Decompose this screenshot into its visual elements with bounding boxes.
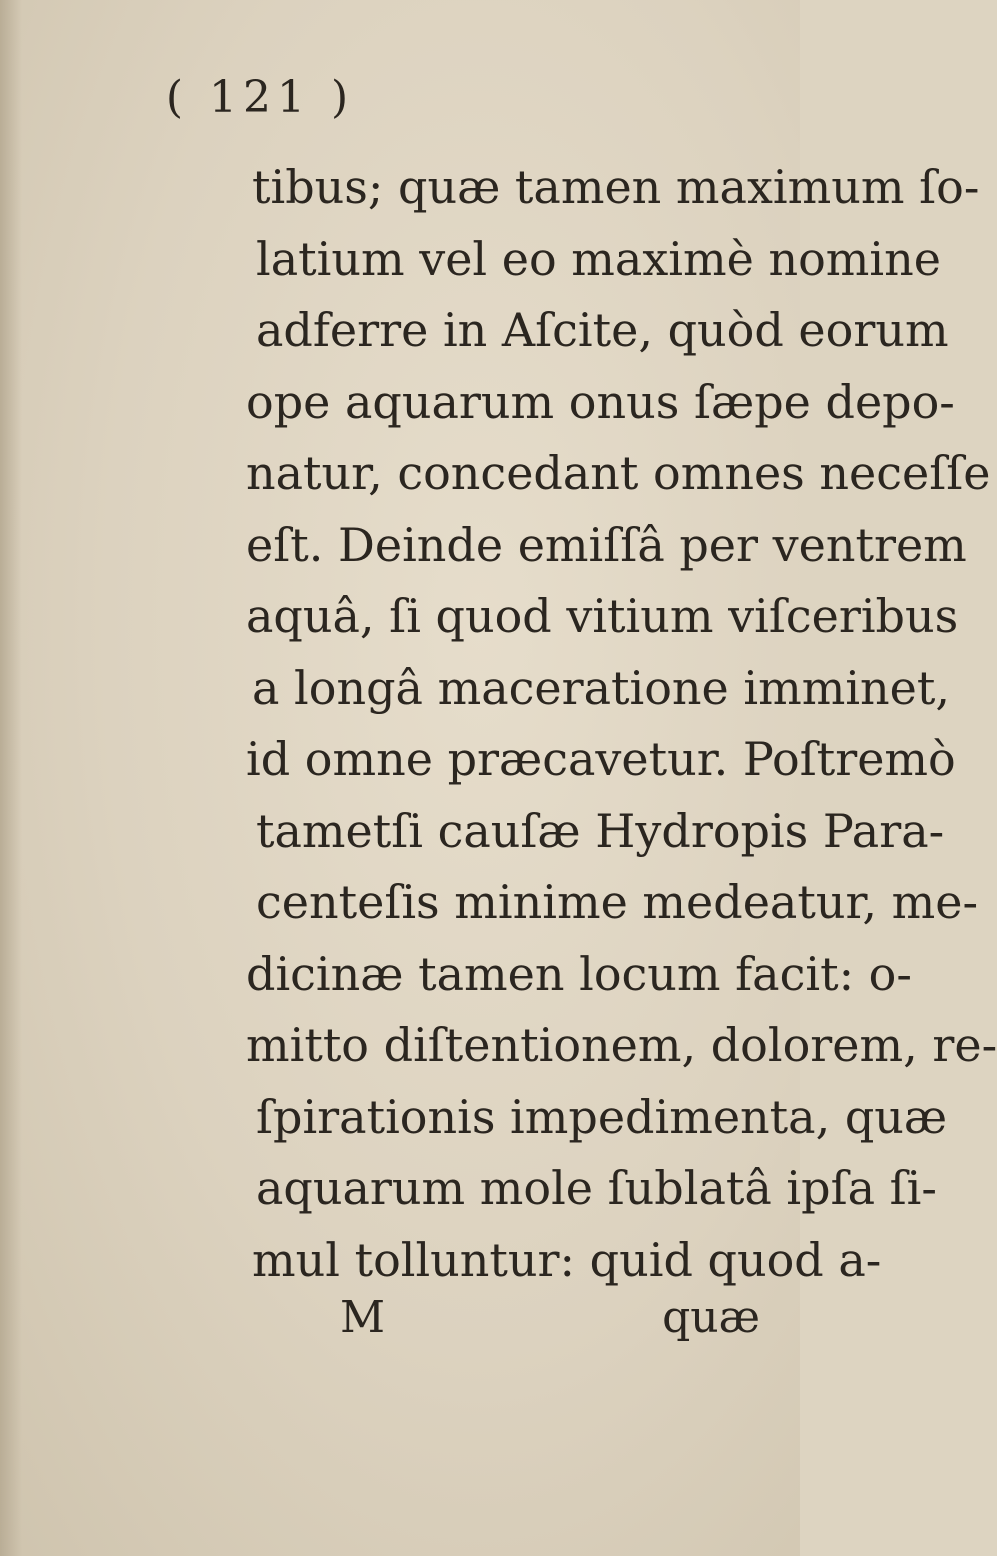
text-line: tametſi cauſæ Hydropis Para- bbox=[256, 803, 945, 858]
body-text bbox=[240, 152, 997, 1296]
page-number-header: ( 121 ) bbox=[165, 72, 355, 123]
text-line: dicinæ tamen locum facit: o- bbox=[246, 946, 912, 1001]
text-line: aquarum mole ſublatâ ipſa ſi- bbox=[256, 1161, 937, 1215]
catchword: quæ bbox=[662, 1292, 760, 1343]
text-line: tibus; quæ tamen maximum ſo- bbox=[252, 160, 980, 214]
text-line: ſpirationis impedimenta, quæ bbox=[256, 1089, 948, 1144]
text-line: ope aquarum onus ſæpe depo- bbox=[246, 374, 955, 429]
text-line: latium vel eo maximè nomine bbox=[256, 231, 941, 286]
text-line: mitto diſtentionem, dolorem, re- bbox=[246, 1018, 997, 1072]
text-line: id omne præcavetur. Poſtremò bbox=[246, 732, 956, 786]
text-line: centeſis minime medeatur, me- bbox=[256, 875, 979, 929]
text-line: adferre in Aſcite, quòd eorum bbox=[256, 303, 949, 357]
text-line: a longâ maceratione imminet, bbox=[252, 660, 950, 715]
text-line: aquâ, ſi quod vitium viſceribus bbox=[246, 589, 959, 643]
spine-shadow bbox=[0, 0, 22, 1556]
text-line: eſt. Deinde emiſſâ per ventrem bbox=[246, 517, 967, 572]
signature-mark: M bbox=[340, 1292, 386, 1343]
page-footer bbox=[250, 1292, 760, 1352]
text-line: natur, concedant omnes neceſſe bbox=[246, 446, 991, 500]
text-line: mul tolluntur: quid quod a- bbox=[252, 1232, 882, 1287]
